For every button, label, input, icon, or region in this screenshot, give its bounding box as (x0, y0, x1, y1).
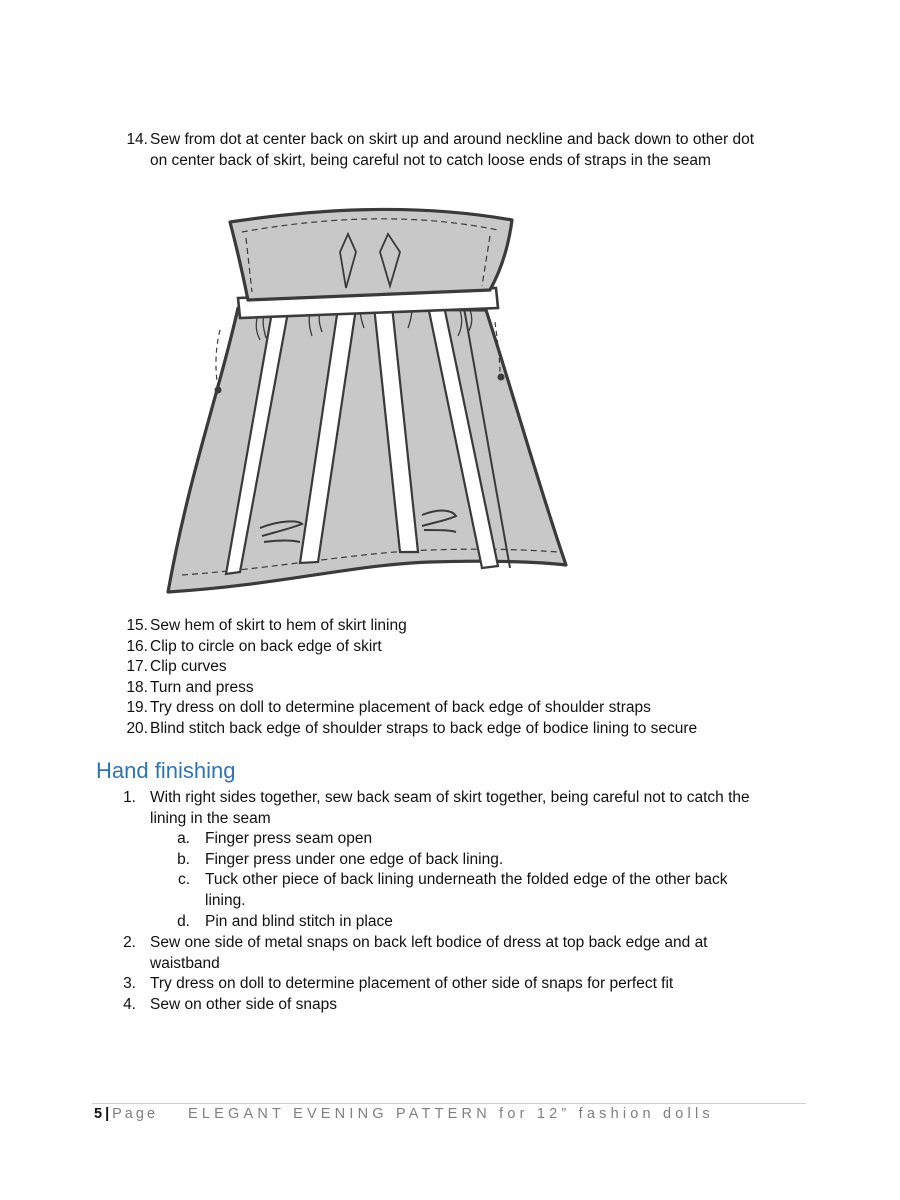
step-text: Clip curves (150, 658, 227, 676)
item-text: Finger press under one edge of back lining. (205, 851, 504, 868)
step-number: 20. (126, 719, 148, 737)
step-text: Clip to circle on back edge of skirt (150, 637, 382, 655)
step-text: Try dress on doll to determine placement of back edge of shoulder straps (150, 699, 651, 717)
step-number: 16. (126, 637, 148, 655)
step-number: 17. (126, 658, 148, 676)
item-number: 3. (123, 975, 136, 992)
item-number: b. (177, 851, 190, 868)
section-heading: Hand finishing (96, 758, 236, 783)
item-text: Finger press seam open (205, 830, 373, 847)
step-number: 18. (126, 678, 148, 696)
item-text: With right sides together, sew back seam of skirt together, being careful not to catch the lining in the seam (150, 789, 750, 827)
step-number: 15. (126, 617, 148, 634)
step-text: Sew from dot at center back on skirt up and around neckline and back down to other dot on center back of skirt, being careful not to catch loose ends of straps in the seam (150, 131, 755, 169)
item-number: 1. (123, 789, 136, 806)
page-footer (94, 1106, 714, 1122)
footer-separator: | (105, 1106, 110, 1122)
item-number: 4. (123, 996, 136, 1013)
item-number: 2. (123, 934, 136, 951)
step-text: Blind stitch back edge of shoulder straps to back edge of bodice lining to secure (150, 719, 698, 737)
item-number: a. (177, 830, 190, 847)
page-number: 5 (94, 1106, 103, 1122)
item-text: Tuck other piece of back lining underneath the folded edge of the other back lining. (205, 871, 728, 909)
dress-back-illustration (160, 190, 580, 600)
step-text: Sew hem of skirt to hem of skirt lining (150, 617, 407, 634)
step-number: 14. (126, 131, 148, 148)
item-text: Pin and blind stitch in place (205, 913, 393, 930)
item-text: Try dress on doll to determine placement of other side of snaps for perfect fit (150, 975, 674, 992)
item-number: d. (177, 913, 190, 930)
item-text: Sew one side of metal snaps on back left bodice of dress at top back edge and at waistband (150, 934, 708, 972)
item-number: c. (177, 871, 190, 888)
bodice-shape (230, 209, 512, 300)
footer-title: ELEGANT EVENING PATTERN for 12” fashion dolls (188, 1106, 714, 1122)
page-label: Page (112, 1106, 159, 1122)
step-text: Turn and press (150, 678, 254, 696)
step-number: 19. (126, 699, 148, 717)
footer-divider (92, 1103, 806, 1104)
item-text: Sew on other side of snaps (150, 996, 337, 1013)
